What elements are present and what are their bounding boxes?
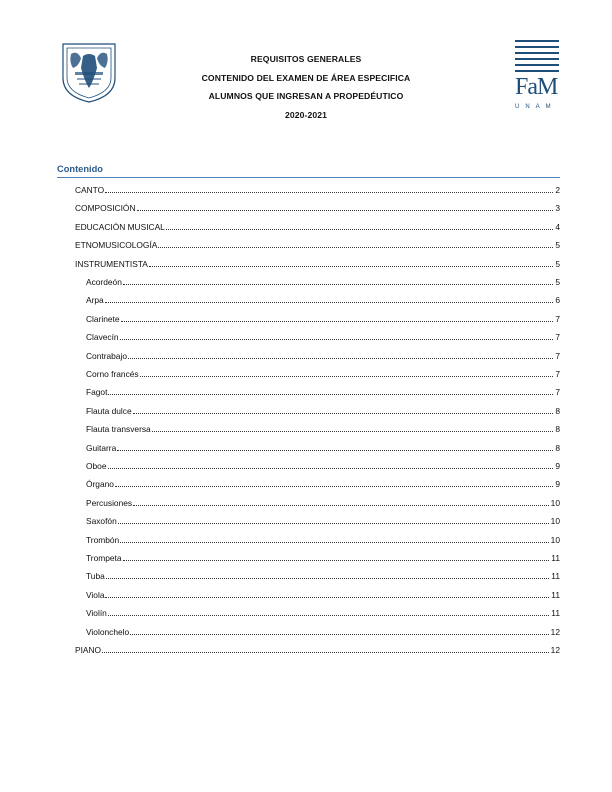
toc-entry[interactable] — [86, 366, 560, 380]
fam-logo-subtext: UNAM — [515, 104, 557, 110]
toc-entry-label: Trombón — [86, 534, 120, 545]
toc-entry[interactable] — [86, 495, 560, 509]
toc-entry-page: 11 — [551, 553, 560, 563]
toc-entry[interactable] — [86, 587, 560, 601]
toc-entry-label: Oboe — [86, 461, 107, 471]
toc-dot-leader — [121, 320, 554, 322]
toc-entry-label: Trompeta — [86, 553, 122, 563]
toc-entry-page: 11 — [551, 589, 560, 600]
toc-entry-label: Clarinete — [86, 313, 120, 324]
toc-entry-label: INSTRUMENTISTA — [75, 258, 148, 269]
toc-entry[interactable] — [75, 200, 560, 214]
toc-entry-label: Órgano — [86, 479, 114, 490]
toc-entry[interactable] — [75, 182, 560, 196]
toc-entry[interactable] — [86, 440, 560, 454]
toc-entry-page: 9 — [555, 461, 560, 471]
toc-dot-leader — [140, 375, 554, 377]
toc-entry[interactable] — [86, 458, 560, 472]
toc-dot-leader — [102, 651, 549, 653]
toc-entry-page: 11 — [551, 608, 560, 619]
toc-entry[interactable] — [75, 642, 560, 656]
toc-entry-label: Saxofón — [86, 516, 117, 527]
toc-dot-leader — [120, 541, 548, 543]
toc-entry-label: Corno francés — [86, 369, 139, 379]
toc-dot-leader — [123, 559, 550, 561]
toc-dot-leader — [133, 504, 549, 506]
unam-seal-logo — [57, 38, 121, 104]
toc-entry-page: 2 — [555, 185, 560, 195]
toc-entry-page: 11 — [551, 571, 560, 582]
toc-entry[interactable] — [86, 348, 560, 362]
toc-dot-leader — [120, 338, 554, 340]
toc-entry-label: ETNOMUSICOLOGÍA — [75, 240, 158, 251]
toc-entry[interactable] — [86, 476, 560, 490]
toc-entry-page: 8 — [555, 424, 560, 435]
toc-entry[interactable] — [86, 274, 560, 288]
header-line-2: CONTENIDO DEL EXAMEN DE ÁREA ESPECIFICA — [201, 72, 411, 83]
toc-title: Contenido — [57, 164, 103, 174]
toc-entry-label: Tuba — [86, 571, 105, 582]
toc-dot-leader — [137, 209, 554, 211]
toc-dot-leader — [105, 596, 549, 598]
toc-entry-page: 10 — [550, 534, 560, 545]
toc-entry-page: 7 — [555, 313, 560, 324]
toc-entry-label: Percusiones — [86, 497, 133, 508]
toc-entry-page: 10 — [550, 497, 560, 508]
toc-entry[interactable] — [75, 256, 560, 270]
toc-dot-leader — [123, 283, 553, 285]
toc-entry[interactable] — [86, 292, 560, 306]
toc-entry-label: Viola — [86, 589, 105, 600]
document-header — [130, 50, 482, 124]
header-line-4: 2020-2021 — [285, 109, 327, 120]
toc-dot-leader — [152, 430, 554, 432]
toc-entry[interactable] — [86, 624, 560, 638]
toc-entry[interactable] — [86, 403, 560, 417]
toc-entry-page: 12 — [550, 645, 560, 655]
toc-entry-label: EDUCACIÓN MUSICAL — [75, 221, 165, 232]
toc-entry-page: 6 — [555, 295, 560, 306]
toc-dot-leader — [106, 577, 550, 579]
toc-entry-label: Fagot — [86, 387, 108, 398]
toc-dot-leader — [105, 301, 554, 303]
toc-entry-page: 3 — [555, 203, 560, 214]
header-line-3: ALUMNOS QUE INGRESAN A PROPEDÉUTICO — [208, 91, 404, 101]
toc-entry-page: 8 — [555, 405, 560, 416]
toc-entry[interactable] — [86, 550, 560, 564]
toc-entry[interactable] — [86, 311, 560, 325]
toc-entry[interactable] — [86, 513, 560, 527]
toc-dot-leader — [149, 265, 553, 267]
toc-dot-leader — [117, 449, 553, 451]
toc-entry-page: 5 — [555, 258, 560, 269]
toc-dot-leader — [118, 522, 549, 524]
toc-entry-page: 5 — [555, 277, 560, 287]
toc-entry-page: 5 — [555, 240, 560, 251]
fam-unam-logo — [512, 38, 562, 118]
toc-entry-page: 7 — [555, 387, 560, 398]
toc-entry-label: Flauta transversa — [86, 424, 151, 435]
toc-title-rule — [57, 177, 560, 178]
toc-entry-label: Arpa — [86, 295, 104, 306]
toc-dot-leader — [130, 633, 549, 635]
toc-entry-page: 12 — [550, 626, 560, 637]
toc-entry-label: Flauta dulce — [86, 405, 132, 416]
toc-dot-leader — [105, 191, 553, 193]
toc-entry-label: Clavecín — [86, 332, 119, 343]
toc-entry-page: 7 — [555, 369, 560, 379]
toc-dot-leader — [133, 412, 554, 414]
fam-logo-text: FaM — [515, 74, 558, 100]
toc-entry-page: 7 — [555, 332, 560, 343]
toc-entry-label: COMPOSICIÓN — [75, 203, 136, 214]
toc-entry-label: Acordeón — [86, 277, 122, 287]
toc-entry-label: Contrabajo — [86, 350, 127, 361]
toc-entry[interactable] — [86, 329, 560, 343]
toc-entry-label: Guitarra — [86, 442, 117, 453]
header-line-1: REQUISITOS GENERALES — [250, 54, 362, 64]
toc-dot-leader — [115, 485, 553, 487]
toc-entry[interactable] — [86, 532, 560, 546]
toc-dot-leader — [108, 393, 553, 395]
toc-entry[interactable] — [86, 384, 560, 398]
toc-entry[interactable] — [86, 421, 560, 435]
toc-entry[interactable] — [75, 237, 560, 251]
toc-entry-label: Violín — [86, 608, 107, 619]
toc-entry[interactable] — [86, 568, 560, 582]
toc-entry-label: CANTO — [75, 185, 105, 195]
toc-dot-leader — [158, 246, 553, 248]
toc-entry-page: 10 — [550, 516, 560, 527]
toc-dot-leader — [108, 467, 554, 469]
toc-dot-leader — [166, 228, 554, 230]
toc-entry[interactable] — [75, 219, 560, 233]
toc-entry-page: 8 — [555, 442, 560, 453]
toc-entry-label: PIANO — [75, 645, 102, 655]
toc-entry-label: Violonchelo — [86, 626, 130, 637]
toc-entry-page: 9 — [555, 479, 560, 490]
toc-entry-page: 4 — [555, 221, 560, 232]
toc-entry[interactable] — [86, 605, 560, 619]
toc-entry-page: 7 — [555, 350, 560, 361]
toc-dot-leader — [128, 357, 553, 359]
toc-dot-leader — [108, 614, 549, 616]
